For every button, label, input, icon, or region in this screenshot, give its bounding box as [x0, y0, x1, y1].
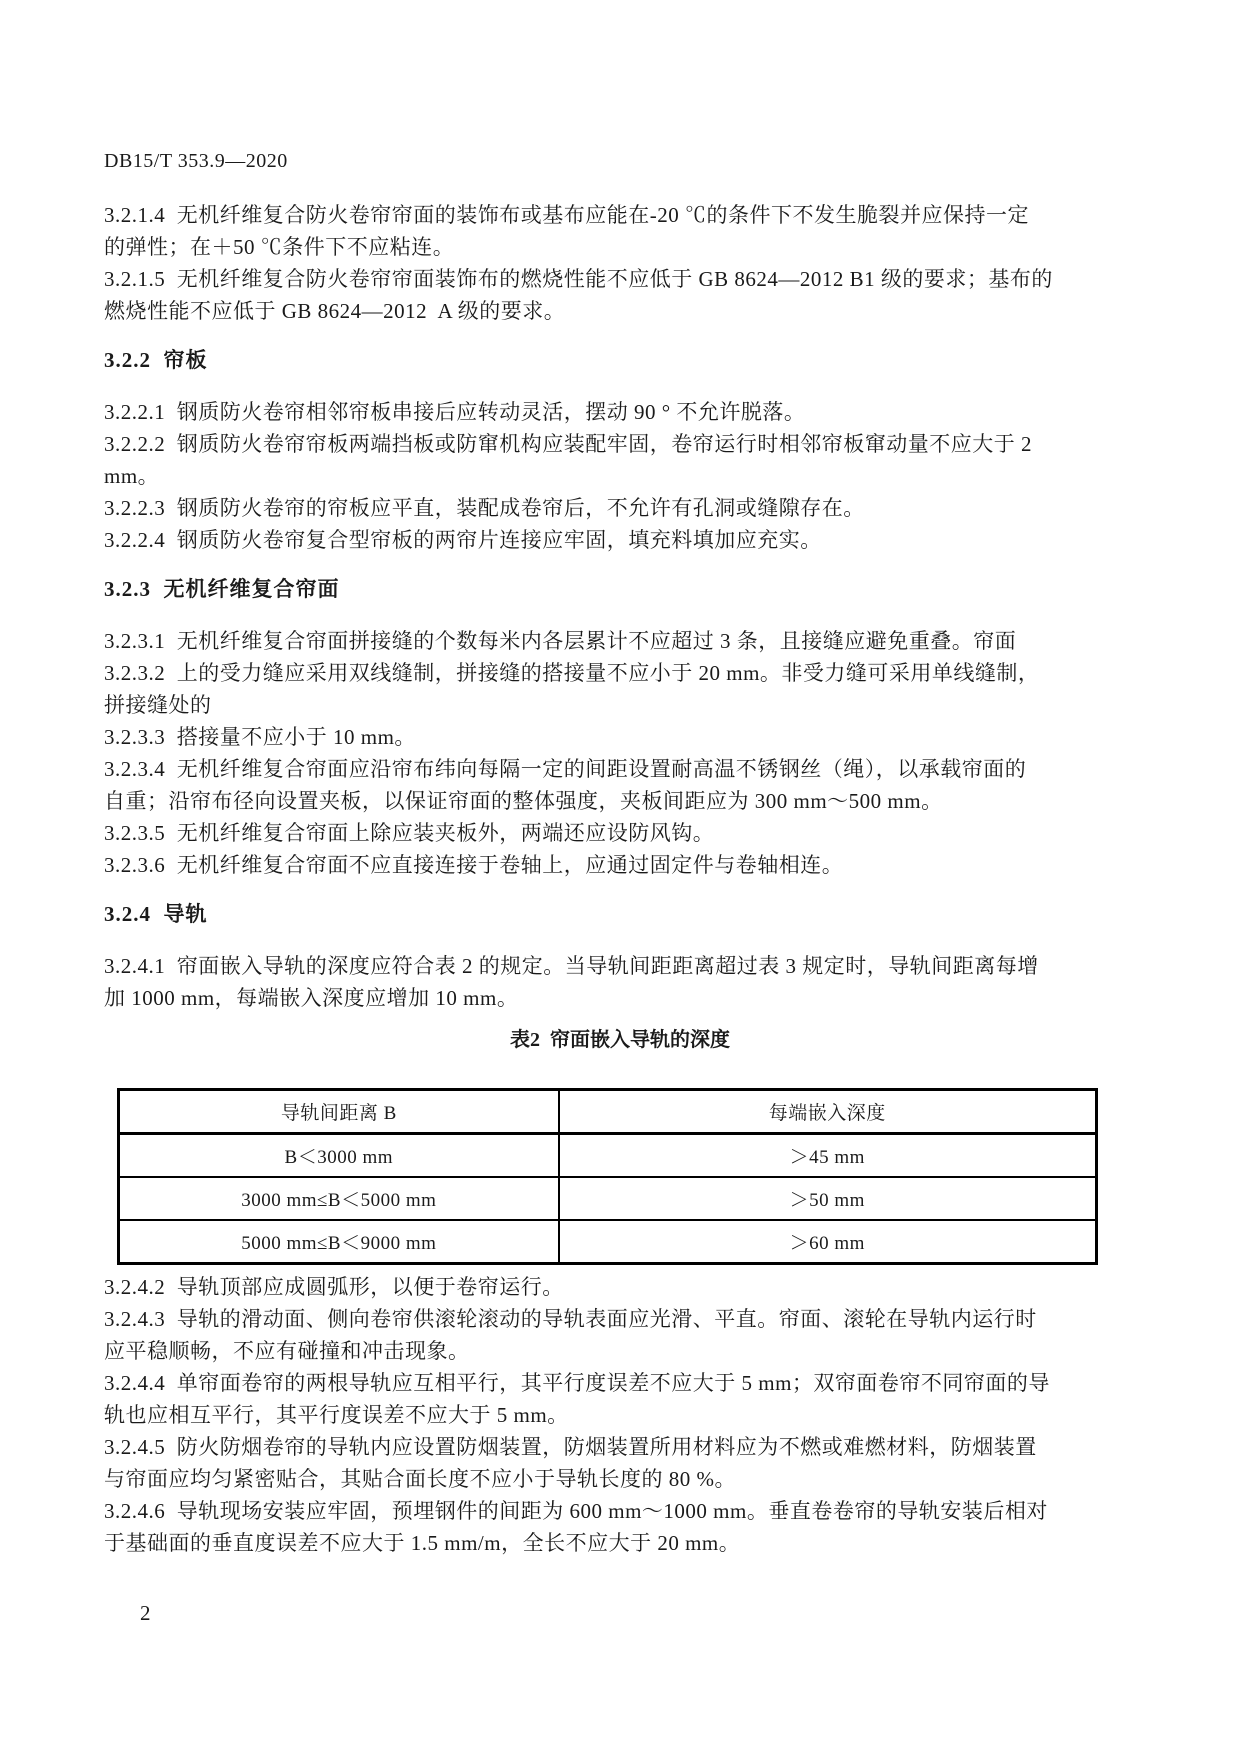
document-page: [104, 148, 1136, 1559]
clause-line: 3.2.2.3 钢质防火卷帘的帘板应平直，装配成卷帘后，不允许有孔洞或缝隙存在。: [104, 496, 865, 520]
clause-paragraph: [104, 657, 1136, 721]
clause-paragraph: [104, 1431, 1136, 1495]
clause-line: 3.2.4.5 防火防烟卷帘的导轨内应设置防烟装置，防烟装置所用材料应为不燃或难燃材料，防烟装置: [104, 1435, 1037, 1459]
clause-line: 的弹性；在＋50 ℃条件下不应粘连。: [104, 235, 455, 259]
clause-line: mm。: [104, 464, 160, 488]
clause-line: 3.2.1.4 无机纤维复合防火卷帘帘面的装饰布或基布应能在-20 ℃的条件下不发生脆裂并应保持一定: [104, 203, 1029, 227]
clause-paragraph: [104, 1271, 1136, 1303]
section-heading: [104, 344, 1136, 376]
heading-text: 3.2.2 帘板: [104, 348, 208, 372]
table-row: [119, 1134, 1097, 1178]
clause-line: 3.2.4.4 单帘面卷帘的两根导轨应互相平行，其平行度误差不应大于 5 mm；双帘面卷帘不同帘面的导: [104, 1371, 1050, 1395]
clause-paragraph: [104, 721, 1136, 753]
table-caption: 表2 帘面嵌入导轨的深度: [510, 1029, 730, 1051]
table-row: [119, 1220, 1097, 1264]
clause-paragraph: [104, 199, 1136, 263]
section-heading: [104, 898, 1136, 930]
clause-line: 3.2.3.5 无机纤维复合帘面上除应装夹板外，两端还应设防风钩。: [104, 821, 715, 845]
page-number: 2: [140, 1601, 151, 1625]
clause-paragraph: [104, 428, 1136, 492]
clause-line: 3.2.2.4 钢质防火卷帘复合型帘板的两帘片连接应牢固，填充料填加应充实。: [104, 528, 822, 552]
table-header-row: [119, 1090, 1097, 1134]
clause-line: 3.2.3.2 上的受力缝应采用双线缝制，拼接缝的搭接量不应小于 20 mm。非受力缝可采用单线缝制，: [104, 661, 1040, 685]
document-number-header: DB15/T 353.9—2020: [104, 150, 288, 172]
clause-paragraph: [104, 950, 1136, 1014]
clause-line: 加 1000 mm，每端嵌入深度应增加 10 mm。: [104, 986, 519, 1010]
table-cell: 5000 mm≤B＜9000 mm: [119, 1220, 559, 1264]
clause-line: 于基础面的垂直度误差不应大于 1.5 mm/m，全长不应大于 20 mm。: [104, 1531, 741, 1555]
table-cell: 3000 mm≤B＜5000 mm: [119, 1177, 559, 1220]
clause-line: 3.2.2.1 钢质防火卷帘相邻帘板串接后应转动灵活，摆动 90 ° 不允许脱落。: [104, 400, 806, 424]
heading-text: 3.2.4 导轨: [104, 902, 208, 926]
table-cell: B＜3000 mm: [119, 1134, 559, 1178]
clause-line: 自重；沿帘布径向设置夹板，以保证帘面的整体强度，夹板间距应为 300 mm～500 mm。: [104, 789, 943, 813]
clause-paragraph: [104, 396, 1136, 428]
table-header-cell: 导轨间距离 B: [119, 1090, 559, 1134]
clause-paragraph: [104, 1367, 1136, 1431]
clause-line: 应平稳顺畅，不应有碰撞和冲击现象。: [104, 1339, 470, 1363]
clause-paragraph: [104, 524, 1136, 556]
clause-line: 与帘面应均匀紧密贴合，其贴合面长度不应小于导轨长度的 80 %。: [104, 1467, 736, 1491]
clause-line: 拼接缝处的: [104, 693, 212, 717]
section-heading: [104, 573, 1136, 605]
clause-line: 3.2.4.6 导轨现场安装应牢固，预埋钢件的间距为 600 mm～1000 mm。垂直卷卷帘的导轨安装后相对: [104, 1499, 1048, 1523]
table-header-cell: 每端嵌入深度: [559, 1090, 1097, 1134]
clause-line: 3.2.4.2 导轨顶部应成圆弧形，以便于卷帘运行。: [104, 1275, 564, 1299]
clause-paragraph: [104, 1303, 1136, 1367]
table-cell: ＞50 mm: [559, 1177, 1097, 1220]
heading-text: 3.2.3 无机纤维复合帘面: [104, 577, 340, 601]
content-after-table: [104, 1271, 1136, 1559]
clause-line: 3.2.2.2 钢质防火卷帘帘板两端挡板或防窜机构应装配牢固，卷帘运行时相邻帘板窜动量不应大于 2: [104, 432, 1032, 456]
clause-paragraph: [104, 263, 1136, 327]
clause-line: 3.2.3.4 无机纤维复合帘面应沿帘布纬向每隔一定的间距设置耐高温不锈钢丝（绳），以承载帘面的: [104, 757, 1027, 781]
clause-line: 3.2.4.3 导轨的滑动面、侧向卷帘供滚轮滚动的导轨表面应光滑、平直。帘面、滚轮在导轨内运行时: [104, 1307, 1037, 1331]
clause-paragraph: [104, 1495, 1136, 1559]
clause-paragraph: [104, 849, 1136, 881]
table-row: [119, 1177, 1097, 1220]
table-cell: ＞60 mm: [559, 1220, 1097, 1264]
clause-paragraph: [104, 817, 1136, 849]
clause-line: 3.2.3.3 搭接量不应小于 10 mm。: [104, 725, 416, 749]
clause-paragraph: [104, 753, 1136, 817]
embed-depth-table: [117, 1088, 1098, 1265]
clause-line: 3.2.3.6 无机纤维复合帘面不应直接连接于卷轴上，应通过固定件与卷轴相连。: [104, 853, 844, 877]
clause-line: 3.2.3.1 无机纤维复合帘面拼接缝的个数每米内各层累计不应超过 3 条，且接缝应避免重叠。帘面: [104, 629, 1017, 653]
clause-line: 燃烧性能不应低于 GB 8624—2012 A 级的要求。: [104, 299, 566, 323]
table-cell: ＞45 mm: [559, 1134, 1097, 1178]
clause-line: 轨也应相互平行，其平行度误差不应大于 5 mm。: [104, 1403, 569, 1427]
clause-line: 3.2.1.5 无机纤维复合防火卷帘帘面装饰布的燃烧性能不应低于 GB 8624—2012 B1 级的要求；基布的: [104, 267, 1053, 291]
clause-paragraph: [104, 625, 1136, 657]
clause-paragraph: [104, 492, 1136, 524]
content-before-table: [104, 199, 1136, 1014]
clause-line: 3.2.4.1 帘面嵌入导轨的深度应符合表 2 的规定。当导轨间距距离超过表 3 规定时，导轨间距离每增: [104, 954, 1039, 978]
